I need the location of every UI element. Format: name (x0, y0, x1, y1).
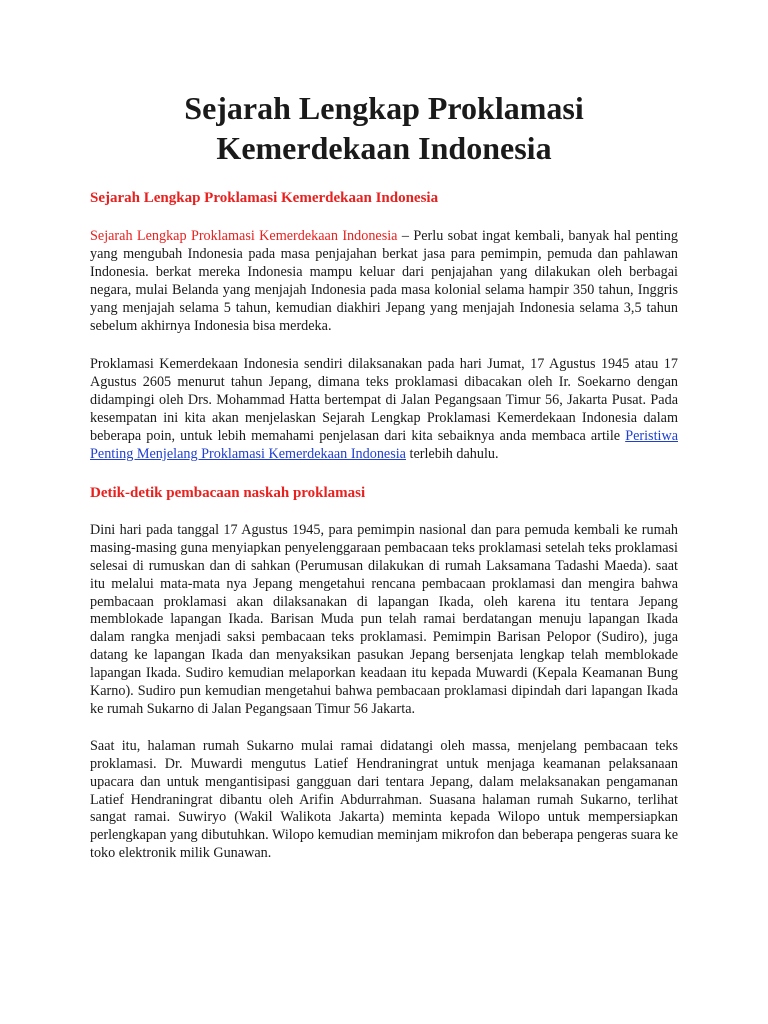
section-heading-detik-detik: Detik-detik pembacaan naskah proklamasi (90, 484, 366, 501)
paragraph-proklamasi (90, 356, 678, 463)
section-heading-sejarah: Sejarah Lengkap Proklamasi Kemerdekaan Indonesia (90, 190, 439, 206)
paragraph-dini-hari: Dini hari pada tanggal 17 Agustus 1945, para pemimpin nasional dan para pemuda kembali ke rumah masing-masing guna menyiapkan penyelenggaraan pembacaan teks proklamasi setelah teks proklamasi selesai di rumuskan dan di sahkan (Perumusan dilakukan di rumah Laksamana Tadashi Maeda). saat itu melalui mata-mata nya Jepang mengetahui rencana pembacaan proklamasi dan mengira bahwa pembacaan proklamasi akan dilaksanakan di lapangan Ikada, oleh karena itu tentara Jepang memblokade lapangan Ikada. Barisan Muda pun telah ramai berdatangan menuju lapangan Ikada dalam rangka menjadi saksi pembacaan teks proklamasi. Pemimpin Barisan Pelopor (Sudiro), juga datang ke lapangan Ikada dan menyaksikan pasukan Jepang bersenjata lengkap telah memblokade lapangan Ikada. Sudiro kemudian melaporkan keadaan itu kepada Muwardi (Kepala Keamanan Bung Karno). Sudiro pun kemudian mengetahui bahwa pembacaan proklamasi dipindah dari lapangan Ikada ke rumah Sukarno di Jalan Pegangsaan Timur 56 Jakarta. (90, 521, 678, 717)
peristiwa-penting-link[interactable]: Peristiwa Penting Menjelang Proklamasi Kemerdekaan Indonesia (90, 428, 678, 462)
proklamasi-text-before: Proklamasi Kemerdekaan Indonesia sendiri dilaksanakan pada hari Jumat, 17 Agustus 1945 atau 17 Agustus 2605 menurut tahun Jepang, dimana teks proklamasi dibacakan oleh Ir. Soekarno dengan didampingi oleh Drs. Mohammad Hatta bertempat di Jalan Pegangsaan Timur 56, Jakarta Pusat. Pada kesempatan ini kita akan menjelaskan Sejarah Lengkap Proklamasi Kemerdekaan Indonesia dalam beberapa poin, untuk lebih memahami penjelasan dari kita sebaiknya anda membaca artile (90, 356, 678, 445)
paragraph-intro (90, 228, 678, 335)
proklamasi-text-after: terlebih dahulu. (405, 445, 499, 462)
intro-lead-text: Sejarah Lengkap Proklamasi Kemerdekaan Indonesia (90, 228, 398, 244)
paragraph-saat-itu: Saat itu, halaman rumah Sukarno mulai ramai didatangi oleh massa, menjelang pembacaan teks proklamasi. Dr. Muwardi mengutus Latief Hendraningrat untuk menjaga keamanan pelaksanaan upacara dan untuk mengantisipasi gangguan dari tentara Jepang, dalam melaksanakan pengamanan Latief Hendraningrat dibantu oleh Arifin Abdurrahman. Suasana halaman rumah Sukarno, terlihat sangat ramai. Suwiryo (Wakil Walikota Jakarta) meminta kepada Wilopo untuk mempersiapkan perlengkapan yang dibutuhkan. Wilopo kemudian meminjam mikrofon dan beberapa pengeras suara ke toko elektronik milik Gunawan. (90, 737, 678, 862)
intro-body-text: – Perlu sobat ingat kembali, banyak hal penting yang mengubah Indonesia pada masa penjajahan berkat jasa para pemimpin, pemuda dan pahlawan Indonesia. berkat mereka Indonesia mampu keluar dari penjajahan yang dilakukan oleh berbagai negara, mulai Belanda yang menjajah Indonesia pada masa kolonial selama hampir 350 tahun, Inggris yang menjajah selama 5 tahun, kemudian diakhiri Jepang yang menjajah Indonesia selama 3,5 tahun sebelum akhirnya Indonesia bisa merdeka. (90, 228, 678, 334)
document-title: Sejarah Lengkap Proklamasi Kemerdekaan Indonesia (184, 90, 584, 166)
document-page (90, 88, 678, 863)
